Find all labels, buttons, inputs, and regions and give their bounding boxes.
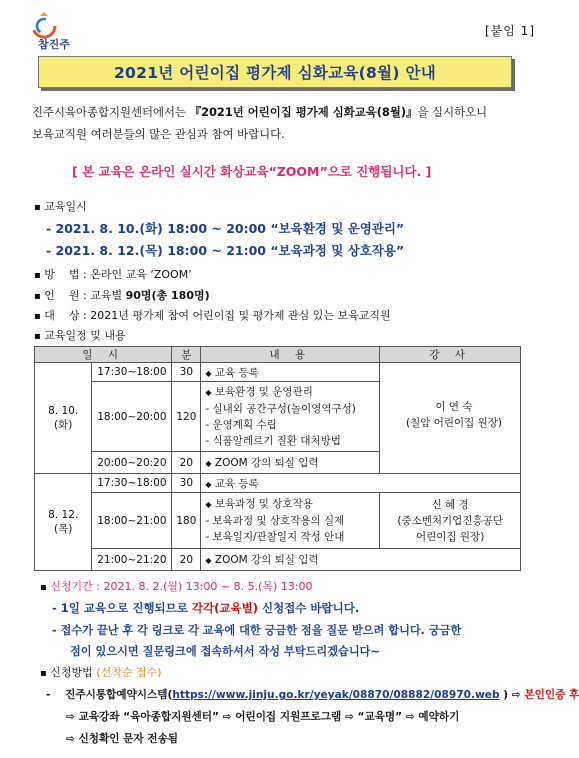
svg-text:참진주: 참진주	[38, 38, 70, 51]
day2-weekday: (목)	[54, 522, 73, 535]
attachment-label: [붙임 1]	[485, 24, 535, 38]
step-text: ) ⇨	[499, 689, 525, 701]
content-cell	[201, 549, 521, 571]
intro-course-name: 『2021년 어린이집 평가제 심화교육(8월)』	[189, 105, 418, 119]
instructor-affiliation: 어린이집 원장)	[416, 530, 485, 543]
content-text: - 보육일지/관찰일지 작성 안내	[205, 531, 345, 543]
detail-capacity	[34, 287, 210, 303]
content-text: 교육 등록	[214, 477, 259, 490]
online-notice: [ 본 교육은 온라인 실시간 화상교육“ZOOM”으로 진행됩니다. ]	[72, 164, 432, 179]
minutes-cell: 20	[172, 452, 201, 474]
content-text: - 운영계획 수립	[205, 419, 277, 431]
table-heading: 교육일정 및 내용	[44, 329, 126, 342]
note-text: - 1일 교육으로 진행되므로	[52, 601, 192, 615]
schedule-table	[34, 346, 521, 571]
content-cell	[201, 493, 380, 549]
step-dash: -	[46, 689, 51, 701]
bullet-icon: ▪	[40, 668, 47, 679]
content-text: - 식품알레르기 질환 대처방법	[205, 435, 341, 447]
detail-label: 대 상	[44, 309, 80, 322]
instructor-name: 신 혜 경	[431, 498, 469, 511]
content-cell	[201, 363, 380, 382]
content-cell	[201, 474, 521, 493]
content-text: ZOOM 강의 퇴실 입력	[214, 457, 319, 469]
date-line-2: - 2021. 8. 12.(목) 18:00 ~ 21:00 “보육과정 및 상호작용”	[46, 243, 405, 258]
detail-capacity-bold: 90명(총 180명)	[125, 289, 210, 302]
table-row	[35, 474, 521, 493]
diamond-icon: ◆	[205, 368, 212, 378]
detail-target	[34, 307, 391, 323]
application-step-3: ⇨ 신청확인 문자 전송됨	[66, 733, 179, 745]
application-period: 신청기간 : 2021. 8. 2.(월) 13:00 ~ 8. 5.(목) 13:00	[50, 580, 313, 593]
table-row	[35, 363, 521, 382]
content-text: - 실내외 공간구성(놀이영역구성)	[205, 403, 356, 415]
minutes-cell: 30	[172, 474, 201, 493]
detail-value: : 교육별	[83, 289, 126, 302]
content-cell	[201, 382, 380, 452]
schedule-heading: 교육일시	[44, 200, 87, 213]
intro-line2: 보육교직원 여러분들의 많은 관심과 참여 바랍니다.	[32, 127, 285, 141]
application-step-1	[46, 687, 579, 702]
minutes-cell: 20	[172, 549, 201, 571]
diamond-icon: ◆	[205, 388, 212, 397]
detail-value: : 2021년 평가제 참여 어린이집 및 평가제 관심 있는 보육교직원	[83, 309, 391, 322]
time-cell: 17:30~18:00	[92, 363, 172, 382]
bullet-icon: ▪	[34, 270, 41, 281]
time-cell: 18:00~21:00	[92, 493, 172, 549]
content-text: 교육 등록	[214, 366, 259, 379]
intro-paragraph	[32, 101, 527, 145]
city-logo	[28, 10, 80, 52]
diamond-icon: ◆	[205, 556, 212, 565]
time-cell: 18:00~20:00	[92, 382, 172, 452]
time-cell: 21:00~21:20	[92, 549, 172, 571]
minutes-cell: 180	[172, 493, 201, 549]
instructor-affiliation: (칠암 어린이집 원장)	[405, 417, 502, 429]
header-instructor: 강 사	[380, 347, 521, 363]
table-row	[35, 452, 521, 474]
note-text: 신청접수 바랍니다.	[257, 601, 360, 615]
instructor-name: 이 연 숙	[435, 401, 473, 413]
note-highlight: 각각(교육별)	[191, 601, 258, 615]
content-cell	[201, 452, 521, 474]
header-content: 내 용	[201, 347, 380, 363]
intro-line1-prefix: 진주시육아종합지원센터에서는	[32, 105, 190, 119]
table-row	[35, 493, 521, 549]
diamond-icon: ◆	[205, 500, 212, 509]
title-banner	[38, 56, 512, 88]
application-note-1	[52, 600, 359, 616]
minutes-cell: 120	[172, 382, 201, 452]
time-cell: 17:30~18:00	[92, 474, 172, 493]
step-text: 진주시통합예약시스템(	[65, 689, 173, 701]
content-text: - 보육과정 및 상호작용의 실제	[205, 515, 345, 527]
intro-line1-suffix: 을 실시하오니	[417, 105, 488, 119]
table-header-row	[35, 347, 521, 363]
content-text: ZOOM 강의 퇴실 입력	[214, 554, 319, 566]
reservation-link[interactable]: https://www.jinju.go.kr/yeyak/08870/08882/08970.web	[172, 689, 500, 701]
application-step-2: ⇨ 교육강좌 “육아종합지원센터” ⇨ 어린이집 지원프로그램 ⇨ “교육명” ⇨ 예약하기	[66, 711, 460, 723]
content-text: 보육과정 및 상호작용	[214, 498, 313, 510]
day2-date-cell	[35, 474, 92, 571]
instructor-affiliation: (중소벤처기업진흥공단	[397, 514, 503, 527]
day1-weekday: (화)	[54, 418, 73, 431]
page-title: 2021년 어린이집 평가제 심화교육(8월) 안내	[113, 64, 437, 82]
date-line-1: - 2021. 8. 10.(화) 18:00 ~ 20:00 “보육환경 및 운영관리”	[46, 221, 405, 236]
day2-instructor-cell	[380, 493, 521, 549]
application-period-row	[40, 578, 312, 594]
auth-text: 본인인증 후	[524, 689, 579, 701]
bullet-icon: ▪	[40, 582, 47, 593]
schedule-heading-row	[34, 198, 87, 214]
diamond-icon: ◆	[205, 459, 212, 468]
application-method-row	[40, 664, 162, 680]
method-label: 신청방법	[50, 666, 97, 679]
detail-value: : 온라인 교육 ‘ZOOM’	[83, 268, 192, 281]
method-note: (선착순 접수)	[96, 666, 162, 679]
diamond-icon: ◆	[205, 479, 212, 489]
application-note-2-line2: 점이 있으시면 질문링크에 접속하셔서 작성 부탁드리겠습니다~	[70, 645, 380, 658]
detail-method	[34, 266, 192, 282]
day1-date-cell	[35, 363, 92, 474]
table-heading-row	[34, 327, 126, 343]
minutes-cell: 30	[172, 363, 201, 382]
detail-label: 인 원	[44, 289, 80, 302]
bullet-icon: ▪	[34, 291, 41, 302]
time-cell: 20:00~20:20	[92, 452, 172, 474]
bullet-icon: ▪	[34, 331, 41, 342]
day1-instructor	[389, 399, 519, 431]
bullet-icon: ▪	[34, 202, 41, 213]
day2-date: 8. 12.	[48, 508, 79, 521]
detail-label: 방 법	[44, 268, 80, 281]
table-row	[35, 549, 521, 571]
application-note-2-line1: - 접수가 끝난 후 각 링크로 각 교육에 대한 궁금한 점을 질문 받으려 합니다. 궁금한	[52, 624, 462, 637]
header-datetime: 일 시	[35, 347, 172, 363]
day1-date: 8. 10.	[48, 404, 79, 417]
bullet-icon: ▪	[34, 311, 41, 322]
header-minutes: 분	[172, 347, 201, 363]
content-text: 보육환경 및 운영관리	[214, 386, 313, 398]
